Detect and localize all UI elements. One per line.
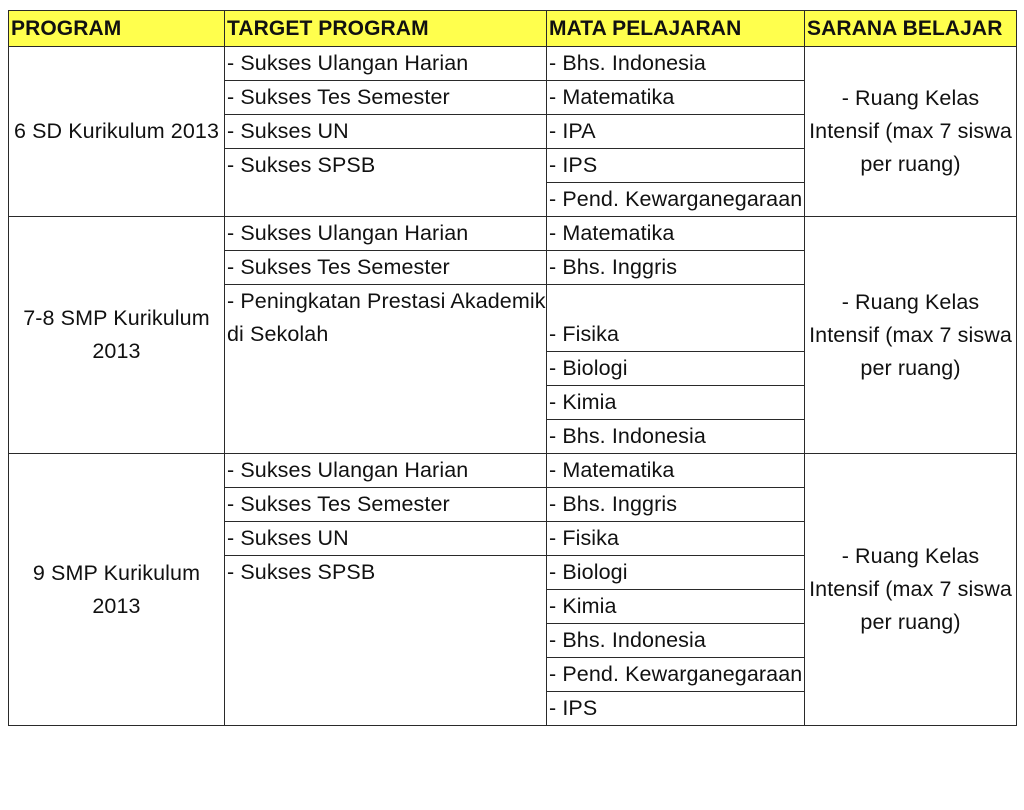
program-cell: 6 SD Kurikulum 2013 [9, 47, 225, 217]
program-cell: 9 SMP Kurikulum 2013 [9, 454, 225, 726]
target-cell: - Peningkatan Prestasi Akademik di Sekolah [225, 285, 547, 454]
subject-cell: - Matematika [547, 217, 805, 251]
program-table [8, 10, 1017, 726]
subject-cell: - IPS [547, 149, 805, 183]
subject-cell: - Bhs. Indonesia [547, 420, 805, 454]
subject-cell: - Biologi [547, 556, 805, 590]
subject-cell: - Bhs. Indonesia [547, 47, 805, 81]
target-cell: - Sukses SPSB [225, 556, 547, 726]
subject-cell: - Kimia [547, 590, 805, 624]
target-cell: - Sukses UN [225, 522, 547, 556]
header-program: PROGRAM [9, 11, 225, 47]
target-cell: - Sukses UN [225, 115, 547, 149]
subject-cell: - Fisika [547, 522, 805, 556]
table-row [9, 217, 1017, 251]
subject-cell: - Bhs. Indonesia [547, 624, 805, 658]
sarana-cell: - Ruang Kelas Intensif (max 7 siswa per ruang) [805, 217, 1017, 454]
subject-cell: - Biologi [547, 352, 805, 386]
subject-cell: - Pend. Kewarganegaraan [547, 658, 805, 692]
sarana-cell: - Ruang Kelas Intensif (max 7 siswa per ruang) [805, 47, 1017, 217]
subject-cell: - Bhs. Inggris [547, 251, 805, 285]
program-cell: 7-8 SMP Kurikulum 2013 [9, 217, 225, 454]
header-row [9, 11, 1017, 47]
target-cell: - Sukses Ulangan Harian [225, 47, 547, 81]
target-cell: - Sukses Tes Semester [225, 488, 547, 522]
target-cell: - Sukses Tes Semester [225, 81, 547, 115]
target-cell: - Sukses Tes Semester [225, 251, 547, 285]
table-row [9, 47, 1017, 81]
target-cell: - Sukses Ulangan Harian [225, 217, 547, 251]
subject-cell: - IPA [547, 115, 805, 149]
subject-cell: - Kimia [547, 386, 805, 420]
sarana-cell: - Ruang Kelas Intensif (max 7 siswa per ruang) [805, 454, 1017, 726]
subject-cell: - Pend. Kewarganegaraan [547, 183, 805, 217]
header-mata-pelajaran: MATA PELAJARAN [547, 11, 805, 47]
subject-cell: - Bhs. Inggris [547, 488, 805, 522]
header-sarana-belajar: SARANA BELAJAR [805, 11, 1017, 47]
target-cell: - Sukses Ulangan Harian [225, 454, 547, 488]
header-target-program: TARGET PROGRAM [225, 11, 547, 47]
subject-cell: - Matematika [547, 81, 805, 115]
table-row [9, 454, 1017, 488]
subject-cell: - Matematika [547, 454, 805, 488]
target-cell: - Sukses SPSB [225, 149, 547, 217]
subject-cell: - IPS [547, 692, 805, 726]
subject-cell: - Fisika [547, 285, 805, 352]
